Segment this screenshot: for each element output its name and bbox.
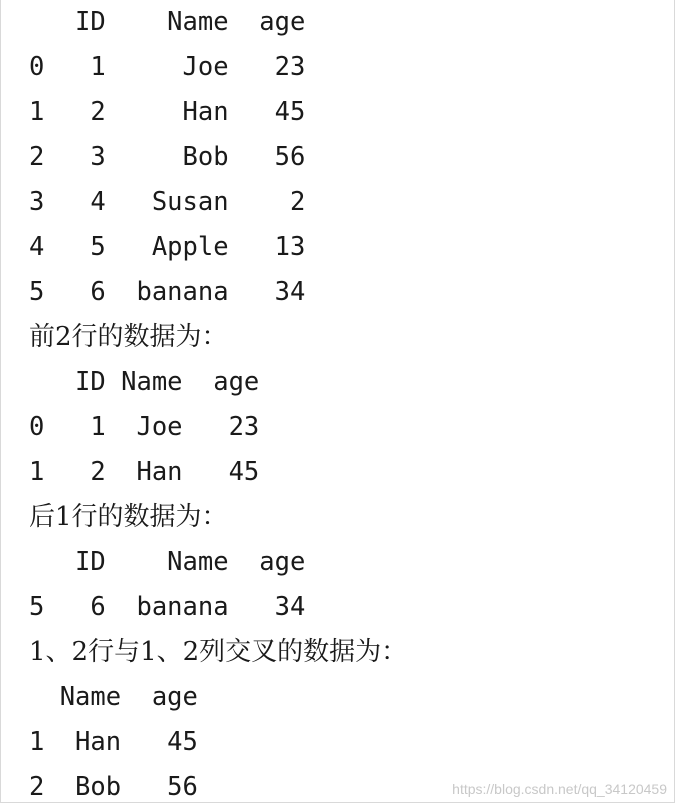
table-header-row: ID Name age [29, 547, 306, 577]
table-row: 2 Bob 56 [29, 772, 198, 802]
console-output [29, 0, 407, 810]
section-heading-intersection: 1、2行与1、2列交叉的数据为： [29, 637, 408, 667]
table-header-row: Name age [29, 682, 198, 712]
table-row: 0 1 Joe 23 [29, 412, 260, 442]
section-heading-first-rows: 前2行的数据为： [29, 322, 228, 352]
table-row: 1 2 Han 45 [29, 457, 260, 487]
table-row: 3 4 Susan 2 [29, 187, 306, 217]
table-header-row: ID Name age [29, 367, 260, 397]
table-row: 2 3 Bob 56 [29, 142, 306, 172]
table-row: 5 6 banana 34 [29, 277, 306, 307]
table-row: 1 2 Han 45 [29, 97, 306, 127]
table-row: 5 6 banana 34 [29, 592, 306, 622]
table-row: 0 1 Joe 23 [29, 52, 306, 82]
section-heading-last-rows: 后1行的数据为： [29, 502, 228, 532]
table-row: 1 Han 45 [29, 727, 198, 757]
watermark: https://blog.csdn.net/qq_34120459 [452, 781, 667, 797]
table-header-row: ID Name age [29, 7, 306, 37]
table-row: 4 5 Apple 13 [29, 232, 306, 262]
